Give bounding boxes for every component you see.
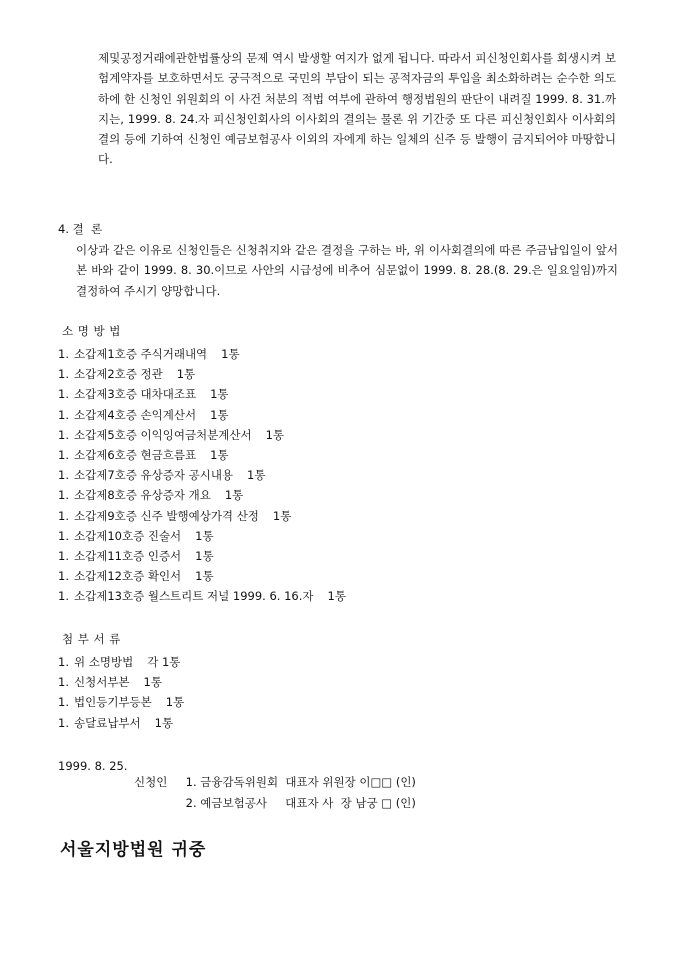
item-name: 소갑제13호증 월스트리트 저널 1999. 6. 16.자	[74, 589, 314, 604]
item-number: 1.	[58, 675, 69, 690]
applicant-org: 금융감독위원회	[200, 775, 279, 789]
item-number: 1.	[58, 367, 69, 382]
attachments-title: 첨 부 서 류	[62, 632, 121, 646]
item-name: 소갑제3호증 대차대조표	[74, 387, 197, 402]
court-addressee: 서울지방법원 귀중	[60, 840, 207, 860]
item-count: 1통	[176, 367, 196, 382]
applicant-label: 신청인	[134, 775, 168, 789]
conclusion-text: 이상과 같은 이유로 신청인들은 신청취지와 같은 결정을 구하는 바, 위 이사회결의에 따른 주금납입일이 앞서 본 바와 같이 1999. 8. 30.이므로 사안의 시급성에 비추어 심문없이 1999. 8. 28.(8. 29.은 일요일임)까지 결정하여 주시기 양망합니다.	[76, 243, 618, 298]
list-item	[58, 526, 346, 546]
applicant-row	[134, 793, 416, 814]
item-count: 1통	[272, 508, 292, 523]
item-number: 1.	[58, 447, 69, 462]
item-number: 1.	[58, 715, 69, 730]
item-name: 신청서부본	[74, 675, 130, 690]
item-name: 소갑제7호증 유상증자 공시내용	[74, 468, 234, 483]
item-count: 1통	[327, 589, 346, 604]
item-name: 법인등기부등본	[74, 695, 152, 710]
item-count: 1통	[143, 675, 162, 690]
item-count: 1통	[210, 407, 229, 422]
evidence-list	[58, 344, 346, 606]
attachments-list	[58, 652, 184, 733]
item-number: 1.	[58, 695, 69, 710]
applicant-number: 2.	[185, 795, 197, 810]
item-name: 소갑제1호증 주식거래내역	[74, 347, 208, 361]
item-count: 1통	[195, 528, 214, 543]
list-item	[58, 506, 346, 526]
list-item	[58, 344, 346, 364]
applicant-org: 예금보험공사	[200, 795, 267, 810]
list-item	[58, 586, 346, 606]
list-item	[58, 364, 346, 384]
item-number: 1.	[58, 387, 69, 402]
item-name: 소갑제9호증 신주 발행예상가격 산정	[74, 508, 259, 523]
list-item	[58, 485, 346, 505]
applicant-representative: 대표자 위원장 이□□ (인)	[285, 775, 416, 789]
item-number: 1.	[58, 548, 69, 563]
item-count: 1통	[224, 488, 244, 503]
item-name: 소갑제11호증 인증서	[74, 548, 182, 563]
applicant-row	[134, 772, 416, 793]
item-count: 1통	[165, 695, 185, 710]
item-number: 1.	[58, 655, 69, 669]
list-item	[58, 672, 184, 692]
item-count: 1통	[210, 387, 229, 402]
list-item	[58, 566, 346, 586]
item-name: 소갑제12호증 확인서	[74, 569, 182, 584]
item-number: 1.	[58, 508, 69, 523]
item-count: 1통	[154, 715, 174, 730]
applicants-block	[134, 772, 416, 813]
item-name: 송달료납부서	[74, 715, 141, 730]
item-name: 소갑제8호증 유상증자 개요	[74, 488, 211, 503]
conclusion-heading: 4. 결 론	[58, 222, 103, 236]
applicant-representative: 대표자 사 장 남궁 □ (인)	[285, 795, 416, 810]
item-count: 1통	[210, 447, 229, 462]
item-number: 1.	[58, 427, 69, 442]
item-name: 소갑제10호증 진술서	[74, 528, 182, 543]
item-count: 1통	[247, 468, 266, 483]
item-number: 1.	[58, 569, 69, 584]
item-name: 소갑제2호증 정관	[74, 367, 163, 382]
list-item	[58, 692, 184, 712]
applicant-number: 1.	[185, 775, 197, 789]
item-name: 위 소명방법	[74, 655, 134, 669]
item-count: 각 1통	[147, 655, 181, 669]
document-date: 1999. 8. 25.	[58, 759, 128, 773]
item-name: 소갑제5호증 이익잉여금처분계산서	[74, 427, 252, 442]
item-name: 소갑제6호증 현금흐름표	[74, 447, 197, 462]
evidence-title: 소 명 방 법	[62, 324, 121, 338]
item-count: 1통	[265, 427, 285, 442]
list-item	[58, 384, 346, 404]
list-item	[58, 713, 184, 733]
list-item	[58, 425, 346, 445]
list-item	[58, 465, 346, 485]
body-paragraph: 제및공정거래에관한법률상의 문제 역시 발생할 여지가 없게 됩니다. 따라서 피신청인회사를 회생시켜 보험계약자를 보호하면서도 궁극적으로 국민의 부담이 되는 공적자금의 투입을 최소화하려는 순수한 의도하에 한 신청인 위원회의 이 사건 처분의 적법 여부에 관하여 행정법원의 판단이 내려질 1999. 8. 31.까지는, 1999. 8. 24.자 피신청인회사의 이사회의 결의는 물론 위 기간중 또 다른 피신청인회사 이사회의 결의 등에 기하여 신청인 예금보험공사 이외의 자에게 하는 일체의 신주 등 발행이 금지되어야 마땅합니다.	[98, 51, 616, 167]
item-number: 1.	[58, 347, 69, 361]
list-item	[58, 405, 346, 425]
item-count: 1통	[221, 347, 240, 361]
item-name: 소갑제4호증 손익계산서	[74, 407, 197, 422]
item-number: 1.	[58, 468, 69, 483]
item-count: 1통	[195, 569, 214, 584]
list-item	[58, 546, 346, 566]
item-number: 1.	[58, 528, 69, 543]
list-item	[58, 652, 184, 672]
item-count: 1통	[195, 548, 214, 563]
list-item	[58, 445, 346, 465]
item-number: 1.	[58, 488, 69, 503]
item-number: 1.	[58, 589, 69, 604]
item-number: 1.	[58, 407, 69, 422]
